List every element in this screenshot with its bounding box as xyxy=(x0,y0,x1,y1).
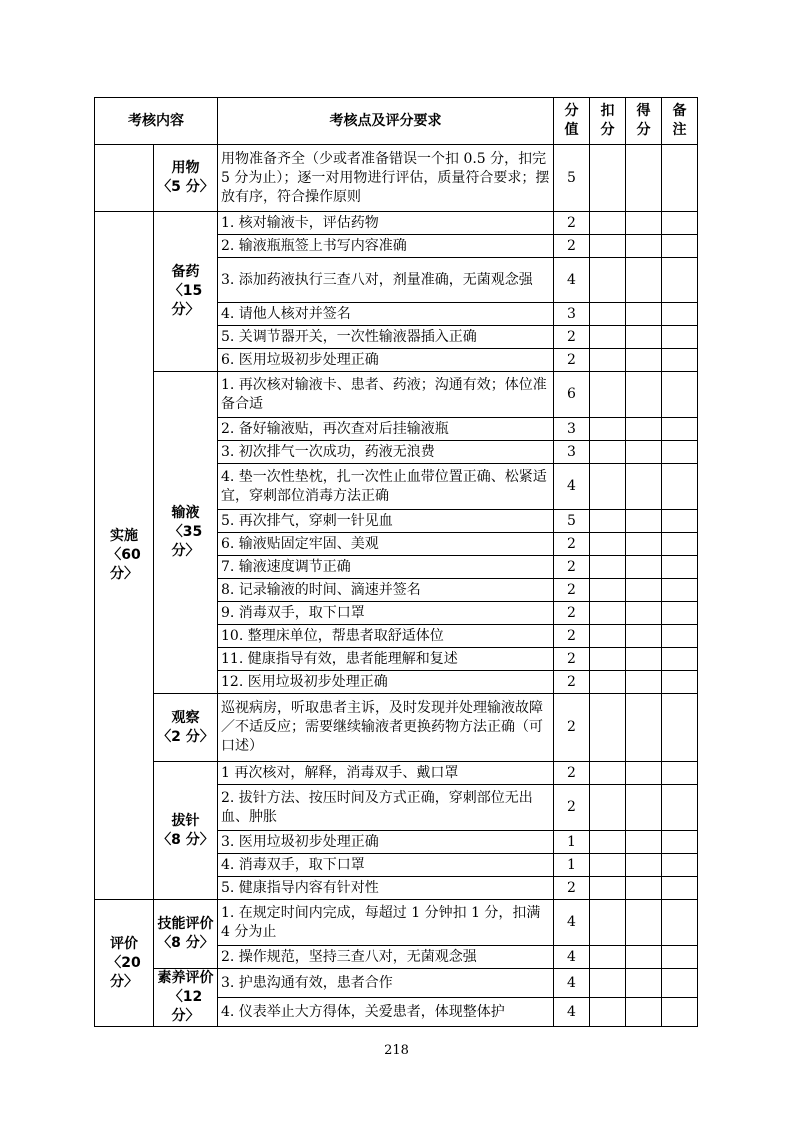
criterion-text: 1 再次核对，解释，消毒双手、戴口罩 xyxy=(218,762,554,785)
deduct-cell xyxy=(590,464,626,510)
remark-cell xyxy=(662,998,698,1027)
earned-cell xyxy=(626,998,662,1027)
deduct-cell xyxy=(590,762,626,785)
earned-cell xyxy=(626,625,662,648)
deduct-cell xyxy=(590,694,626,762)
criterion-text: 7. 输液速度调节正确 xyxy=(218,556,554,579)
deduct-cell xyxy=(590,785,626,831)
criterion-points: 2 xyxy=(554,556,590,579)
criterion-points: 2 xyxy=(554,326,590,349)
deduct-cell xyxy=(590,212,626,235)
deduct-cell xyxy=(590,969,626,998)
group-skill: 技能评价 〈8 分〉 xyxy=(154,900,218,969)
earned-cell xyxy=(626,602,662,625)
remark-cell xyxy=(662,854,698,877)
table-row xyxy=(95,145,698,212)
remark-cell xyxy=(662,762,698,785)
deduct-cell xyxy=(590,877,626,900)
criterion-text: 11. 健康指导有效，患者能理解和复述 xyxy=(218,648,554,671)
criterion-text: 3. 添加药液执行三查八对，剂量准确，无菌观念强 xyxy=(218,258,554,303)
deduct-cell xyxy=(590,946,626,969)
deduct-cell xyxy=(590,372,626,418)
criterion-points: 3 xyxy=(554,441,590,464)
deduct-cell xyxy=(590,510,626,533)
header-content: 考核内容 xyxy=(95,98,218,145)
criterion-points: 2 xyxy=(554,694,590,762)
earned-cell xyxy=(626,579,662,602)
remark-cell xyxy=(662,877,698,900)
scoring-table xyxy=(94,97,698,1027)
remark-cell xyxy=(662,625,698,648)
deduct-cell xyxy=(590,258,626,303)
earned-cell xyxy=(626,900,662,946)
earned-cell xyxy=(626,969,662,998)
remark-cell xyxy=(662,694,698,762)
earned-cell xyxy=(626,671,662,694)
page-number: 218 xyxy=(384,1043,409,1058)
criterion-text: 3. 护患沟通有效，患者合作 xyxy=(218,969,554,998)
earned-cell xyxy=(626,303,662,326)
table-row xyxy=(95,969,698,998)
table-row xyxy=(95,900,698,946)
group-remove: 拔针 〈8 分〉 xyxy=(154,762,218,900)
remark-cell xyxy=(662,441,698,464)
earned-cell xyxy=(626,854,662,877)
earned-cell xyxy=(626,556,662,579)
criterion-points: 2 xyxy=(554,235,590,258)
deduct-cell xyxy=(590,648,626,671)
criterion-text: 10. 整理床单位，帮患者取舒适体位 xyxy=(218,625,554,648)
criterion-points: 1 xyxy=(554,854,590,877)
criterion-text: 5. 关调节器开关，一次性输液器插入正确 xyxy=(218,326,554,349)
group-prep: 备药 〈15 分〉 xyxy=(154,212,218,372)
remark-cell xyxy=(662,648,698,671)
deduct-cell xyxy=(590,441,626,464)
criterion-text: 4. 垫一次性垫枕，扎一次性止血带位置正确、松紧适宜，穿刺部位消毒方法正确 xyxy=(218,464,554,510)
remark-cell xyxy=(662,372,698,418)
criterion-points: 2 xyxy=(554,579,590,602)
criterion-text: 12. 医用垃圾初步处理正确 xyxy=(218,671,554,694)
earned-cell xyxy=(626,212,662,235)
criterion-points: 5 xyxy=(554,510,590,533)
criterion-text: 6. 医用垃圾初步处理正确 xyxy=(218,349,554,372)
criterion-points: 2 xyxy=(554,212,590,235)
deduct-cell xyxy=(590,579,626,602)
section-implementation: 实施 〈60 分〉 xyxy=(95,212,154,900)
criterion-points: 2 xyxy=(554,625,590,648)
earned-cell xyxy=(626,762,662,785)
criterion-text: 2. 拔针方法、按压时间及方式正确，穿刺部位无出血、肿胀 xyxy=(218,785,554,831)
deduct-cell xyxy=(590,326,626,349)
criterion-text: 2. 输液瓶瓶签上书写内容准确 xyxy=(218,235,554,258)
deduct-cell xyxy=(590,235,626,258)
table-row xyxy=(95,762,698,785)
criterion-points: 2 xyxy=(554,671,590,694)
criterion-text: 4. 消毒双手，取下口罩 xyxy=(218,854,554,877)
criterion-text: 用物准备齐全（少或者准备错误一个扣 0.5 分，扣完 5 分为止）；逐一对用物进行评估，质量符合要求；摆放有序，符合操作原则 xyxy=(218,145,554,212)
remark-cell xyxy=(662,533,698,556)
criterion-points: 5 xyxy=(554,145,590,212)
deduct-cell xyxy=(590,900,626,946)
remark-cell xyxy=(662,235,698,258)
criterion-text: 2. 操作规范，坚持三查八对，无菌观念强 xyxy=(218,946,554,969)
earned-cell xyxy=(626,464,662,510)
deduct-cell xyxy=(590,349,626,372)
group-infusion: 输液 〈35 分〉 xyxy=(154,372,218,694)
criterion-text: 1. 再次核对输液卡、患者、药液；沟通有效；体位准备合适 xyxy=(218,372,554,418)
remark-cell xyxy=(662,418,698,441)
remark-cell xyxy=(662,510,698,533)
earned-cell xyxy=(626,372,662,418)
criterion-points: 4 xyxy=(554,946,590,969)
remark-cell xyxy=(662,579,698,602)
criterion-text: 4. 仪表举止大方得体，关爱患者，体现整体护 xyxy=(218,998,554,1027)
remark-cell xyxy=(662,831,698,854)
criterion-text: 1. 核对输液卡，评估药物 xyxy=(218,212,554,235)
deduct-cell xyxy=(590,671,626,694)
header-score: 分 值 xyxy=(554,98,590,145)
header-earned: 得 分 xyxy=(626,98,662,145)
remark-cell xyxy=(662,303,698,326)
earned-cell xyxy=(626,785,662,831)
deduct-cell xyxy=(590,145,626,212)
criterion-points: 2 xyxy=(554,349,590,372)
criterion-text: 5. 健康指导内容有针对性 xyxy=(218,877,554,900)
criterion-points: 3 xyxy=(554,303,590,326)
criterion-text: 5. 再次排气，穿刺一针见血 xyxy=(218,510,554,533)
remark-cell xyxy=(662,785,698,831)
criterion-text: 1. 在规定时间内完成，每超过 1 分钟扣 1 分，扣满 4 分为止 xyxy=(218,900,554,946)
deduct-cell xyxy=(590,998,626,1027)
criterion-text: 2. 备好输液贴，再次查对后挂输液瓶 xyxy=(218,418,554,441)
header-deduct: 扣 分 xyxy=(590,98,626,145)
remark-cell xyxy=(662,946,698,969)
criterion-text: 3. 初次排气一次成功，药液无浪费 xyxy=(218,441,554,464)
earned-cell xyxy=(626,441,662,464)
section-evaluation: 评价〈20 分〉 xyxy=(95,900,154,1027)
remark-cell xyxy=(662,900,698,946)
criterion-text: 巡视病房，听取患者主诉，及时发现并处理输液故障／不适反应；需要继续输液者更换药物方法正确（可口述） xyxy=(218,694,554,762)
remark-cell xyxy=(662,602,698,625)
earned-cell xyxy=(626,533,662,556)
criterion-points: 2 xyxy=(554,785,590,831)
deduct-cell xyxy=(590,625,626,648)
criterion-points: 4 xyxy=(554,998,590,1027)
table-row xyxy=(95,212,698,235)
group-supplies: 用物 〈5 分〉 xyxy=(154,145,218,212)
criterion-points: 3 xyxy=(554,418,590,441)
deduct-cell xyxy=(590,303,626,326)
header-points: 考核点及评分要求 xyxy=(218,98,554,145)
deduct-cell xyxy=(590,602,626,625)
deduct-cell xyxy=(590,854,626,877)
deduct-cell xyxy=(590,533,626,556)
header-remark: 备 注 xyxy=(662,98,698,145)
criterion-points: 2 xyxy=(554,602,590,625)
criterion-text: 3. 医用垃圾初步处理正确 xyxy=(218,831,554,854)
group-observe: 观察 〈2 分〉 xyxy=(154,694,218,762)
criterion-points: 4 xyxy=(554,464,590,510)
criterion-text: 4. 请他人核对并签名 xyxy=(218,303,554,326)
earned-cell xyxy=(626,235,662,258)
deduct-cell xyxy=(590,418,626,441)
criterion-text: 6. 输液贴固定牢固、美观 xyxy=(218,533,554,556)
criterion-points: 4 xyxy=(554,969,590,998)
earned-cell xyxy=(626,694,662,762)
earned-cell xyxy=(626,831,662,854)
deduct-cell xyxy=(590,556,626,579)
remark-cell xyxy=(662,258,698,303)
criterion-points: 4 xyxy=(554,900,590,946)
criterion-text: 8. 记录输液的时间、滴速并签名 xyxy=(218,579,554,602)
criterion-points: 2 xyxy=(554,762,590,785)
remark-cell xyxy=(662,464,698,510)
remark-cell xyxy=(662,326,698,349)
table-row xyxy=(95,372,698,418)
earned-cell xyxy=(626,946,662,969)
earned-cell xyxy=(626,648,662,671)
earned-cell xyxy=(626,145,662,212)
earned-cell xyxy=(626,418,662,441)
earned-cell xyxy=(626,877,662,900)
criterion-points: 1 xyxy=(554,831,590,854)
group-quality: 素养评价 〈12 分〉 xyxy=(154,969,218,1027)
remark-cell xyxy=(662,145,698,212)
remark-cell xyxy=(662,556,698,579)
earned-cell xyxy=(626,258,662,303)
criterion-text: 9. 消毒双手，取下口罩 xyxy=(218,602,554,625)
earned-cell xyxy=(626,326,662,349)
remark-cell xyxy=(662,212,698,235)
remark-cell xyxy=(662,349,698,372)
earned-cell xyxy=(626,349,662,372)
deduct-cell xyxy=(590,831,626,854)
criterion-points: 2 xyxy=(554,533,590,556)
earned-cell xyxy=(626,510,662,533)
criterion-points: 2 xyxy=(554,648,590,671)
remark-cell xyxy=(662,969,698,998)
criterion-points: 2 xyxy=(554,877,590,900)
criterion-points: 4 xyxy=(554,258,590,303)
remark-cell xyxy=(662,671,698,694)
criterion-points: 6 xyxy=(554,372,590,418)
header-row xyxy=(95,98,698,145)
table-row xyxy=(95,694,698,762)
empty-section-cell xyxy=(95,145,154,212)
